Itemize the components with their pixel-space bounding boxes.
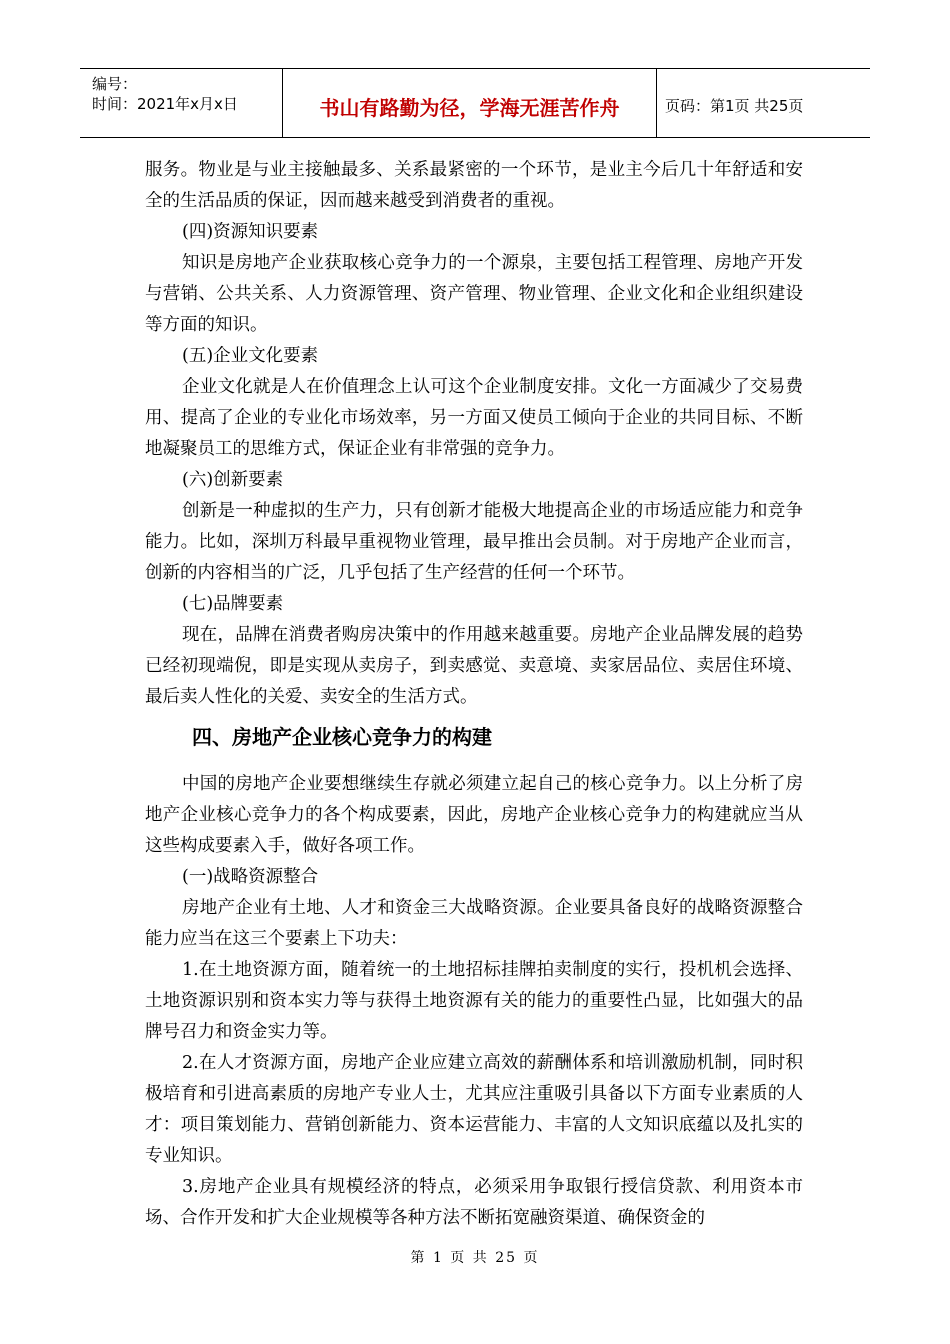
document-number-label: 编号： [92,75,138,93]
paragraph: 房地产企业有土地、人才和资金三大战略资源。企业要具备良好的战略资源整合能力应当在这三个要素上下功夫： [145,898,803,949]
paragraph: 创新是一种虚拟的生产力，只有创新才能极大地提高企业的市场适应能力和竞争能力。比如，深圳万科最早重视物业管理，最早推出会员制。对于房地产企业而言，创新的内容相当的广泛，几乎包括了生产经营的任何一个环节。 [145,501,803,583]
header-meta-cell [80,69,283,137]
section-heading: 四、房地产企业核心竞争力的构建 [192,725,492,749]
page-header [80,68,870,138]
section-subheading: (七)品牌要素 [182,594,284,614]
section-subheading: (六)创新要素 [182,470,284,490]
header-page-number: 页码：第1页 共25页 [665,97,804,115]
section-subheading: (五)企业文化要素 [182,346,319,366]
page-footer: 第 1 页 共 25 页 [410,1250,540,1266]
header-page-cell [657,69,870,137]
paragraph: 2.在人才资源方面，房地产企业应建立高效的薪酬体系和培训激励机制，同时积极培育和引进高素质的房地产专业人士，尤其应注重吸引具备以下方面专业素质的人才：项目策划能力、营销创新能力、资本运营能力、丰富的人文知识底蕴以及扎实的专业知识。 [145,1053,803,1166]
paragraph: 知识是房地产企业获取核心竞争力的一个源泉，主要包括工程管理、房地产开发与营销、公共关系、人力资源管理、资产管理、物业管理、企业文化和企业组织建设等方面的知识。 [145,253,803,335]
paragraph: 3.房地产企业具有规模经济的特点，必须采用争取银行授信贷款、利用资本市场、合作开发和扩大企业规模等各种方法不断拓宽融资渠道、确保资金的 [145,1177,803,1228]
section-subheading: (四)资源知识要素 [182,222,319,242]
document-body [145,155,803,1234]
section-subheading: (一)战略资源整合 [182,867,319,887]
paragraph: 服务。物业是与业主接触最多、关系最紧密的一个环节，是业主今后几十年舒适和安全的生活品质的保证，因而越来越受到消费者的重视。 [145,160,803,211]
document-date-label: 时间：2021年x月x日 [92,95,238,113]
paragraph: 企业文化就是人在价值理念上认可这个企业制度安排。文化一方面减少了交易费用、提高了企业的专业化市场效率，另一方面又使员工倾向于企业的共同目标、不断地凝聚员工的思维方式，保证企业有非常强的竞争力。 [145,377,803,459]
paragraph: 现在，品牌在消费者购房决策中的作用越来越重要。房地产企业品牌发展的趋势已经初现端倪，即是实现从卖房子，到卖感觉、卖意境、卖家居品位、卖居住环境、最后卖人性化的关爱、卖安全的生活方式。 [145,625,803,707]
paragraph: 中国的房地产企业要想继续生存就必须建立起自己的核心竞争力。以上分析了房地产企业核心竞争力的各个构成要素，因此，房地产企业核心竞争力的构建就应当从这些构成要素入手，做好各项工作。 [145,774,803,856]
paragraph: 1.在土地资源方面，随着统一的土地招标挂牌拍卖制度的实行，投机机会选择、土地资源识别和资本实力等与获得土地资源有关的能力的重要性凸显，比如强大的品牌号召力和资金实力等。 [145,960,803,1042]
header-motto-cell [283,69,657,137]
header-motto: 书山有路勤为径，学海无涯苦作舟 [319,96,620,120]
